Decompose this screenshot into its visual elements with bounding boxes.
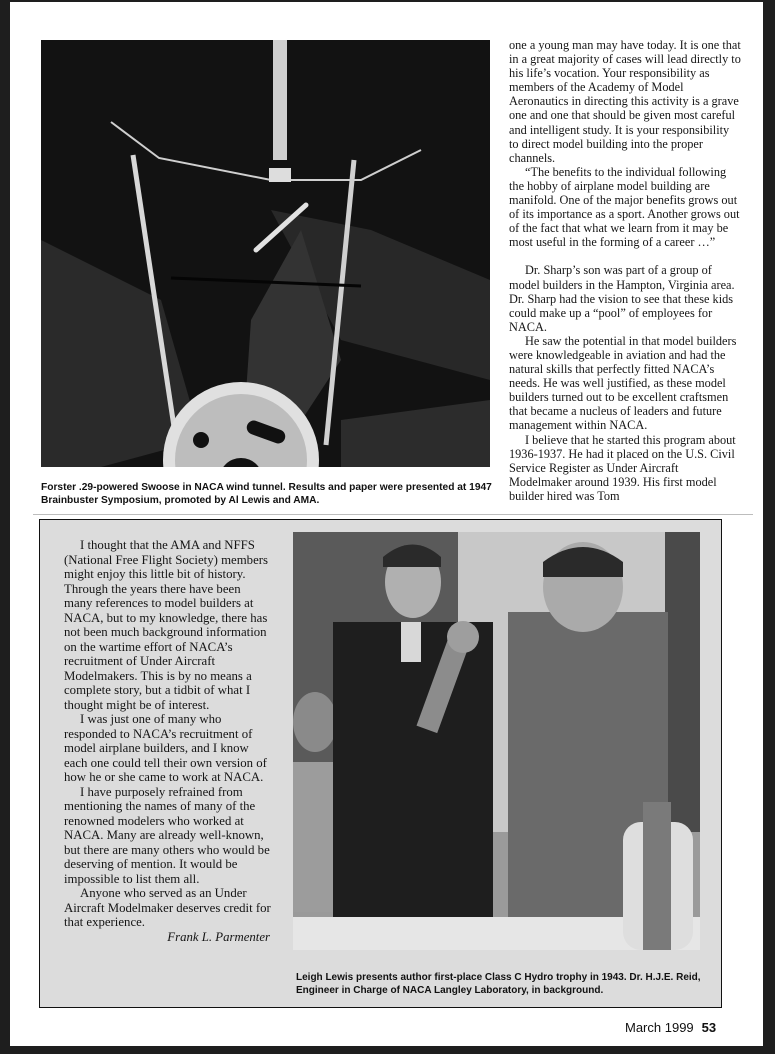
issue-date: March 1999 — [625, 1020, 694, 1035]
sidebar-paragraph: I have purposely refrained from mentioning the names of many of the renowned modelers who worked at NACA. Many are already well-known, but there are many others who would be deserving of mention. It would be impossible to list them all. — [64, 784, 270, 886]
body-paragraph: one a young man may have today. It is one that in a great majority of cases will lead directly to his life’s vocation. Your responsibility as members of the Academy of Model Aeronautics in directing this activity is a grave one and one that should be given most careful and intelligent study. It is your responsibility to direct model building into the proper channels. — [509, 38, 741, 165]
body-paragraph: “The benefits to the individual following the hobby of airplane model building are manifold. One of the major benefits grows out of its importance as a sport. Another grows out of the fact that what we learn from it may be most useful in the forming of a career …” — [509, 164, 740, 250]
wind-tunnel-photo — [41, 40, 490, 467]
article-right-column — [509, 38, 741, 503]
sidebar-paragraph: Anyone who served as an Under Aircraft Modelmaker deserves credit for that experience. — [64, 886, 271, 929]
body-paragraph: Dr. Sharp’s son was part of a group of model builders in the Hampton, Virginia area. Dr. Sharp had the vision to see that these kids could make up a “pool” of employees for NACA. — [509, 263, 735, 334]
sidebar-text — [64, 538, 272, 944]
body-paragraph: I believe that he started this program about 1936-1937. He had it placed on the U.S. Civil Service Register as Under Aircraft Modelmaker around 1939. His first model builder hired was Tom — [509, 432, 736, 503]
body-paragraph: He saw the potential in that model builders were knowledgeable in aviation and had the natural skills that perfectly fitted NACA’s needs. He was well justified, as these model builders turned out to be excellent craftsmen that became a nucleus of leaders and future management within NACA. — [509, 333, 737, 433]
sidebar-paragraph: I was just one of many who responded to NACA’s recruitment of model airplane builders, and I know each one could tell their own version of how he or she came to work at NACA. — [64, 712, 267, 784]
page-number: 53 — [701, 1020, 717, 1035]
trophy-presentation-photo — [293, 532, 700, 950]
wind-tunnel-image — [41, 40, 490, 467]
page-footer — [625, 1020, 716, 1035]
author-signature: Frank L. Parmenter — [167, 929, 270, 944]
wind-tunnel-caption: Forster .29-powered Swoose in NACA wind tunnel. Results and paper were presented at 1947 Brainbuster Symposium, promoted by Al Lewis and AMA. — [41, 482, 492, 506]
trophy-presentation-image — [293, 532, 700, 950]
trophy-photo-caption: Leigh Lewis presents author first-place Class C Hydro trophy in 1943. Dr. H.J.E. Reid, Engineer in Charge of NACA Langley Laboratory, in background. — [296, 972, 701, 996]
sidebar-paragraph: I thought that the AMA and NFFS (National Free Flight Society) members might enjoy this little bit of history. Through the years there have been many references to model builders at NACA, but to my knowledge, there has not been much background information on the wartime effort of NACA’s recruitment of Under Aircraft Modelmakers. This is by no means a complete story, but a tidbit of what I thought might be of interest. — [64, 538, 268, 712]
section-divider — [33, 514, 753, 515]
